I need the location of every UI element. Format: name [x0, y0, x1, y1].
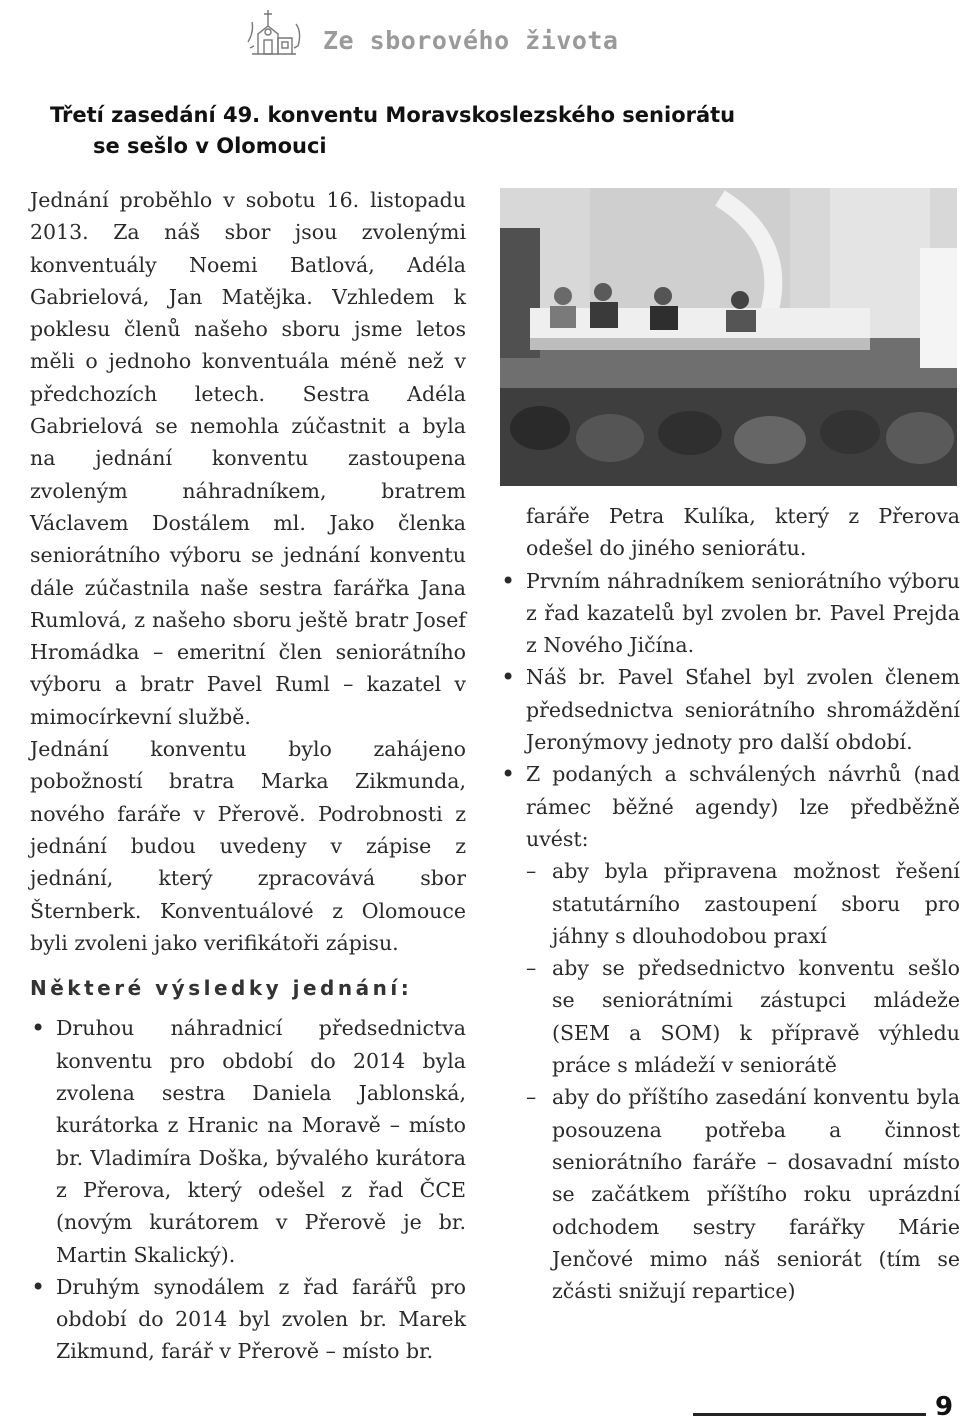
- list-item: [500, 758, 960, 1307]
- article-paragraph-2: Jednání konventu bylo zahájeno pobožností bratra Marka Zikmunda, nového faráře v Přerově. Podrobnosti z jednání budou uvedeny v zápise z jednání, který zpracovává sbor Šternberk. Konventuálové z Olomouce byli zvoleni jako verifikátoři zápisu.: [30, 737, 466, 955]
- results-list-left: [30, 1012, 466, 1367]
- proposals-intro: Z podaných a schválených návrhů (nad rámec běžné agendy) lze předběžně uvést:: [526, 762, 960, 851]
- list-item: • Náš br. Pavel Sťahel byl zvolen členem předsednictva seniorátního shromáždění Jeronýmovy jednoty pro další období.: [500, 661, 960, 758]
- list-item: – aby se předsednictvo konventu sešlo se seniorátními zástupci mládeže (SEM a SOM) k přípravě výhledu práce s mládeží v seniorátě: [526, 952, 960, 1081]
- list-item: • Druhým synodálem z řad farářů pro období do 2014 byl zvolen br. Marek Zikmund, farář v Přerově – místo br.: [30, 1271, 466, 1368]
- results-list-right: [500, 565, 960, 1308]
- proposals-list: [526, 855, 960, 1307]
- article-title-line-1: Třetí zasedání 49. konventu Moravskoslezského seniorátu: [50, 103, 736, 127]
- meeting-photo: [500, 188, 957, 486]
- article-title-line-2: se sešlo v Olomouci: [93, 134, 327, 158]
- right-column: [500, 500, 960, 1307]
- continued-list-text: faráře Petra Kulíka, který z Přerova odešel do jiného seniorátu.: [526, 504, 960, 561]
- article-title: [50, 100, 930, 162]
- list-item: – aby do příštího zasedání konventu byla posouzena potřeba a činnost seniorátního faráře – dosavadní místo se začátkem příštího roku uprázdní odchodem sestry farářky Márie Jenčové mimo náš seniorát (tím se zčásti snižují repartice): [526, 1081, 960, 1307]
- footer-rule: [693, 1413, 926, 1416]
- page-number: 9: [935, 1392, 954, 1422]
- article-paragraph-1: Jednání proběhlo v sobotu 16. listopadu 2013. Za náš sbor jsou zvolenými konventuály Noemi Batlová, Adéla Gabrielová, Jan Matějka. Vzhledem k poklesu členů našeho sboru jsme letos měli o jednoho konventuála méně než v předchozích letech. Sestra Adéla Gabrielová se nemohla zúčastnit a byla na jednání konventu zastoupena zvoleným náhradníkem, bratrem Václavem Dostálem ml. Jako členka seniorátního výboru se jednání konventu dále zúčastnila naše sestra farářka Jana Rumlová, z našeho sboru ještě bratr Josef Hromádka – emeritní člen seniorátního výboru a bratr Pavel Ruml – kazatel v mimocírkevní službě.: [30, 188, 466, 729]
- list-item: • Druhou náhradnicí předsednictva konventu pro období do 2014 byla zvolena sestra Daniela Jablonská, kurátorka z Hranic na Moravě – místo br. Vladimíra Doška, bývalého kurátora z Přerova, který odešel z řad ČCE (novým kurátorem v Přerově je br. Martin Skalický).: [30, 1012, 466, 1270]
- left-column: [30, 184, 466, 1368]
- list-item: – aby byla připravena možnost řešení statutárního zastoupení sboru pro jáhny s dlouhodobou praxí: [526, 855, 960, 952]
- church-logo-icon: [244, 2, 304, 60]
- list-item: • Prvním náhradníkem seniorátního výboru z řad kazatelů byl zvolen br. Pavel Prejda z Nového Jičína.: [500, 565, 960, 662]
- results-heading: Některé výsledky jednání:: [30, 976, 413, 1001]
- section-header-title: Ze sborového života: [323, 26, 619, 55]
